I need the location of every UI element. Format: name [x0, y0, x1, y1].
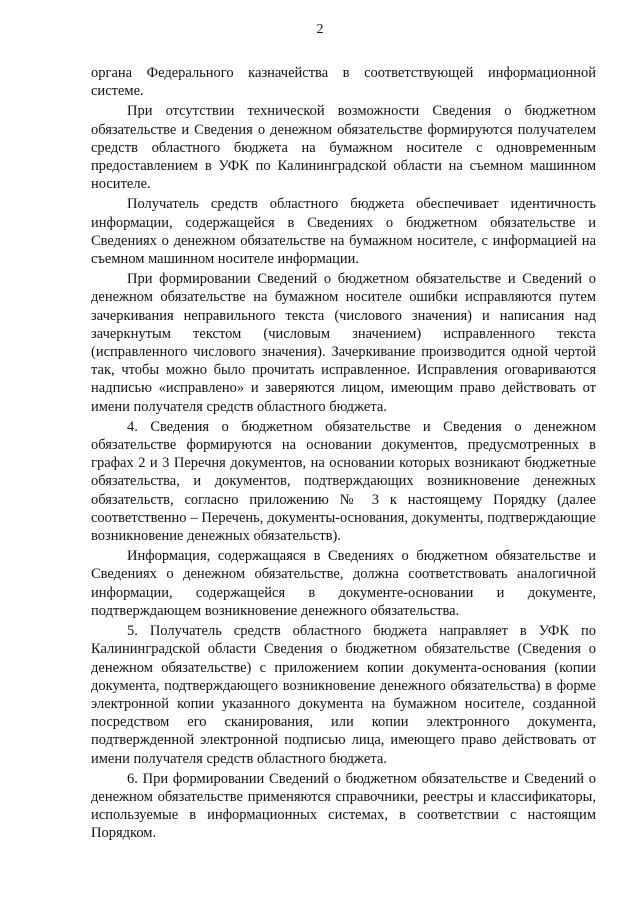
paragraph-error-corrections: При формировании Сведений о бюджетном обязательстве и Сведений о денежном обязательстве на бумажном носителе ошибки исправляются путем зачеркивания неправильного текста (числового значения) и написания над зачеркнутым текстом (числовым значением) исправленного текста (исправленного числового значения). Зачеркивание производится одной чертой так, чтобы можно было прочитать исправленное. Исправления оговариваются надписью «исправлено» и заверяются лицом, имеющим право действовать от имени получателя средств областного бюджета.: [91, 271, 596, 415]
paragraph-information-correspondence: Информация, содержащаяся в Сведениях о бюджетном обязательстве и Сведениях о денежном обязательстве, должна соответствовать аналогичной информации, содержащейся в документе-основании и документе, подтверждающем возникновение денежного обязательства.: [91, 548, 596, 619]
paragraph-item-4: 4. Сведения о бюджетном обязательстве и Сведения о денежном обязательстве формируются на основании документов, предусмотренных в графах 2 и 3 Перечня документов, на основании которых возникают бюджетные обязательства, и документов, подтверждающих возникновение денежных обязательств, согласно приложению № 3 к настоящему Порядку (далее соответственно – Перечень, документы-основания, документы, подтверждающие возникновение денежных обязательств).: [91, 418, 596, 545]
document-body: [91, 64, 596, 845]
paragraph-item-6: 6. При формировании Сведений о бюджетном обязательстве и Сведений о денежном обязательстве применяются справочники, реестры и классификаторы, используемые в информационных системах, в соответствии с настоящим Порядком.: [91, 770, 596, 842]
page-number: 2: [316, 22, 324, 37]
paragraph-no-technical-possibility: При отсутствии технической возможности Сведения о бюджетном обязательстве и Сведения о денежном обязательстве формируются получателем средств областного бюджета на бумажном носителе с одновременным предоставлением в УФК по Калининградской области на съемном машинном носителе.: [91, 103, 596, 193]
paragraph-item-5: 5. Получатель средств областного бюджета направляет в УФК по Калининградской области Сведения о бюджетном обязательстве (Сведения о денежном обязательстве) с приложением копии документа-основания (копии документа, подтверждающего возникновение денежного обязательства) в форме электронной копии указанного документа на бумажном носителе, созданной посредством его сканирования, или копии электронного документа, подтвержденной электронной подписью лица, имеющего право действовать от имени получателя средств областного бюджета.: [91, 623, 596, 767]
paragraph-identity-of-information: Получатель средств областного бюджета обеспечивает идентичность информации, содержащейся в Сведениях о бюджетном обязательстве и Сведениях о денежном обязательстве на бумажном носителе, с информацией на съемном машинном носителе информации.: [91, 196, 596, 268]
paragraph-continuation: органа Федерального казначейства в соответствующей информационной системе.: [91, 65, 596, 100]
